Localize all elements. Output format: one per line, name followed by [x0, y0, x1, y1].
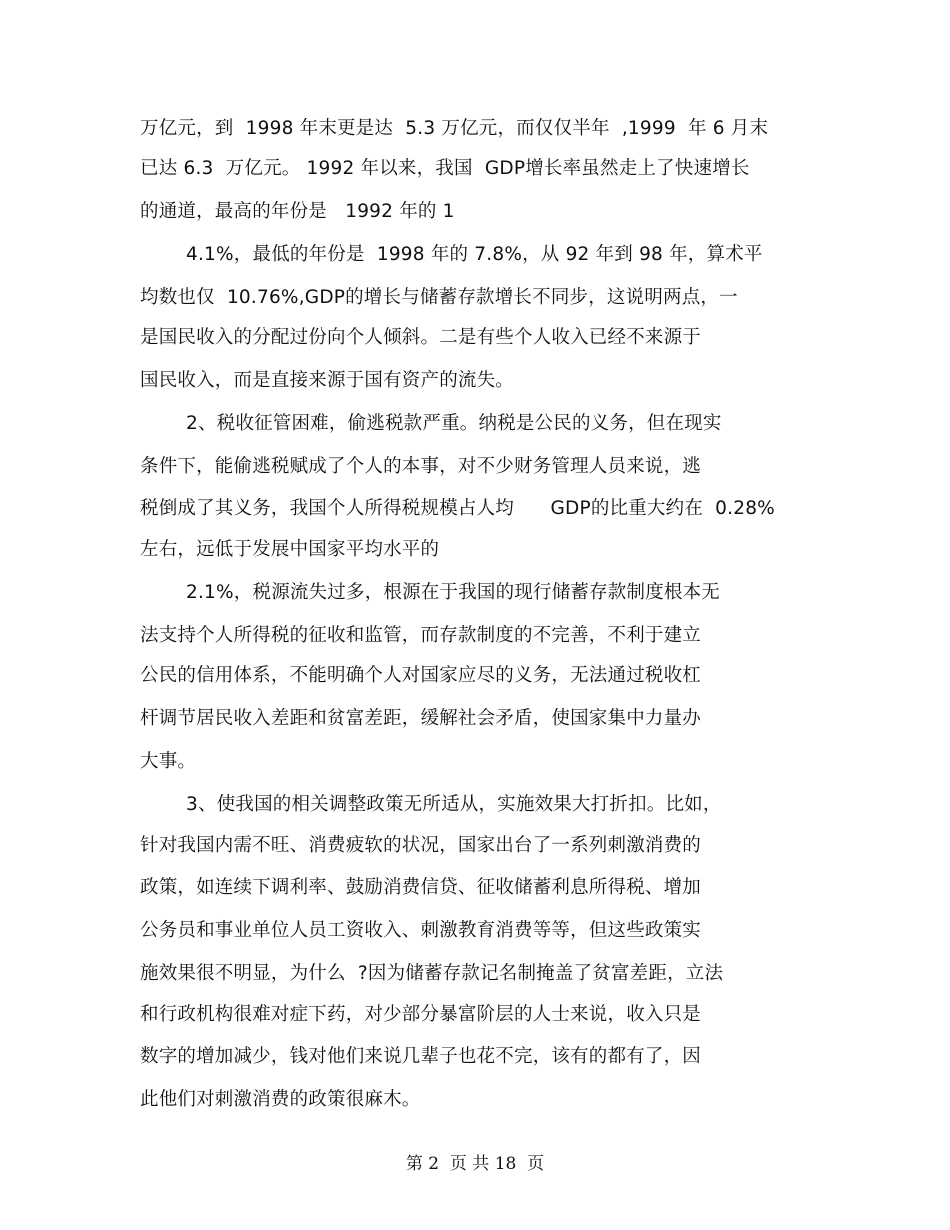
text-line: 法支持个人所得税的征收和监管，而存款制度的不完善，不利于建立	[140, 625, 702, 646]
text-line: 大事。	[140, 751, 197, 772]
paragraph-start-line: 2、税收征管困难，偷逃税款严重。纳税是公民的义务，但在现实	[186, 413, 722, 434]
paragraph-start-line: 3、使我国的相关调整政策无所适从，实施效果大打折扣。比如，	[186, 794, 722, 815]
text-line: 公务员和事业单位人员工资收入、刺激教育消费等等，但这些政策实	[140, 920, 702, 941]
text-line: 左右，远低于发展中国家平均水平的	[140, 539, 440, 560]
text-line: 条件下，能偷逃税赋成了个人的本事，对不少财务管理人员来说，逃	[140, 456, 702, 477]
text-line: 均数也仅 10.76%,GDP的增长与储蓄存款增长不同步，这说明两点，一	[140, 287, 738, 308]
text-line: 税倒成了其义务，我国个人所得税规模占人均 GDP的比重大约在 0.28%	[140, 498, 775, 519]
text-line: 政策，如连续下调利率、鼓励消费信贷、征收储蓄利息所得税、增加	[140, 877, 702, 898]
text-line: 是国民收入的分配过份向个人倾斜。二是有些个人收入已经不来源于	[140, 327, 702, 348]
paragraph-start-line: 4.1%，最低的年份是 1998 年的 7.8%，从 92 年到 98 年，算术平	[186, 244, 763, 265]
text-line: 数字的增加减少，钱对他们来说几辈子也花不完，该有的都有了，因	[140, 1046, 702, 1067]
text-line: 国民收入，而是直接来源于国有资产的流失。	[140, 370, 515, 391]
text-line: 万亿元，到 1998 年末更是达 5.3 万亿元，而仅仅半年 ,1999 年 6 月末	[140, 118, 769, 139]
text-line: 公民的信用体系，不能明确个人对国家应尽的义务，无法通过税收杠	[140, 665, 702, 686]
text-line: 针对我国内需不旺、消费疲软的状况，国家出台了一系列刺激消费的	[140, 835, 702, 856]
text-line: 的通道，最高的年份是 1992 年的 1	[140, 201, 455, 222]
text-line: 已达 6.3 万亿元。 1992 年以来，我国 GDP增长率虽然走上了快速增长	[140, 158, 750, 179]
page-number-footer: 第 2 页 共 18 页	[405, 1154, 545, 1174]
paragraph-start-line: 2.1%，税源流失过多，根源在于我国的现行储蓄存款制度根本无	[186, 582, 721, 603]
text-line: 和行政机构很难对症下药，对少部分暴富阶层的人士来说，收入只是	[140, 1004, 702, 1025]
text-line: 杆调节居民收入差距和贫富差距，缓解社会矛盾，使国家集中力量办	[140, 708, 702, 729]
text-line: 此他们对刺激消费的政策很麻木。	[140, 1089, 421, 1110]
text-line: 施效果很不明显，为什么 ?因为储蓄存款记名制掩盖了贫富差距，立法	[140, 963, 724, 984]
